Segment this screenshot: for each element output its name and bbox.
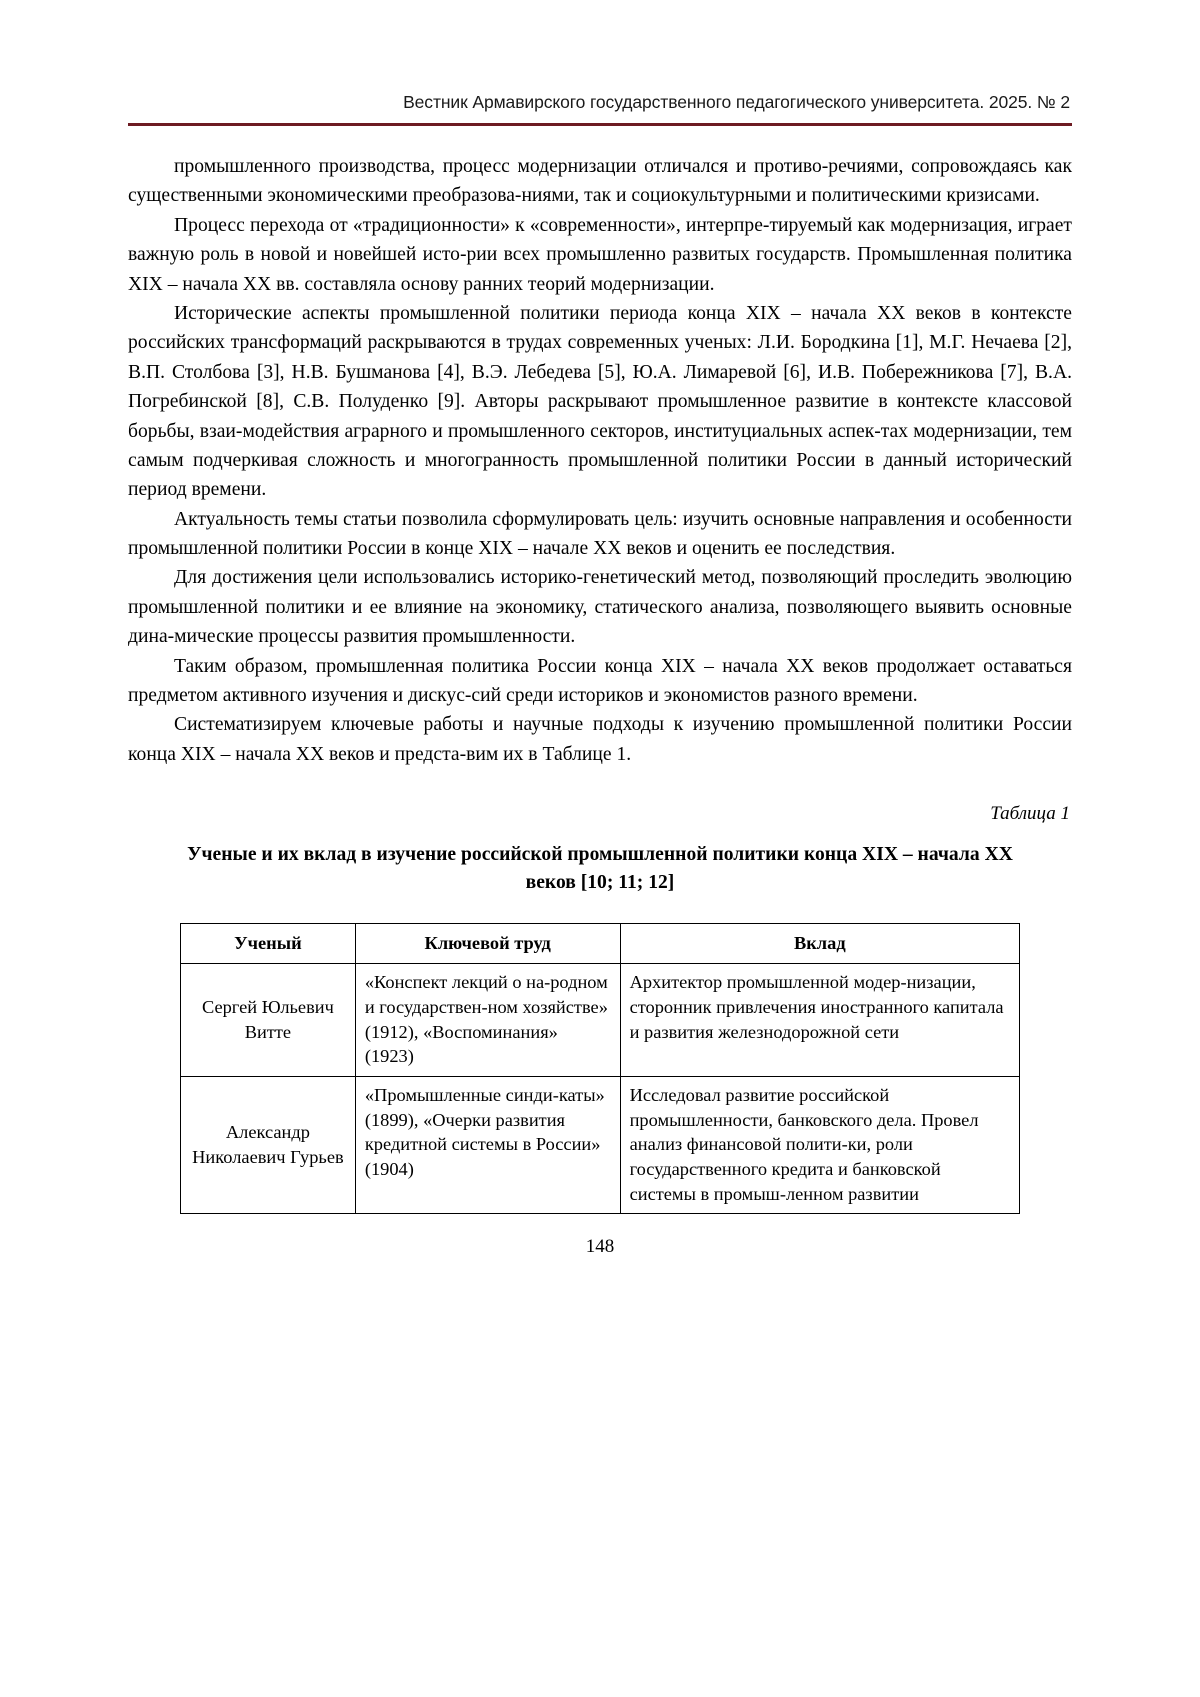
paragraph: Процесс перехода от «традиционности» к «современности», интерпре-тируемый как модернизация, играет важную роль в новой и новейшей исто-рии всех промышленно развитых государств. Промышленная политика XIX – начала XX вв. составляла основу ранних теорий модернизации. — [128, 214, 1072, 295]
cell-contribution: Архитектор промышленной модер-низации, сторонник привлечения иностранного капитала и развития железнодорожной сети — [620, 964, 1019, 1077]
column-header-scholar: Ученый — [181, 923, 356, 964]
paragraph: Актуальность темы статьи позволила сформулировать цель: изучить основные направления и особенности промышленной политики России в конце XIX – начале XX веков и оценить ее последствия. — [128, 508, 1072, 560]
running-head: Вестник Армавирского государственного педагогического университета. 2025. № 2 — [403, 92, 1070, 112]
table-row — [181, 964, 1020, 1077]
paragraph: Систематизируем ключевые работы и научные подходы к изучению промышленной политики России конца XIX – начала XX веков и предста-вим их в Таблице 1. — [128, 714, 1072, 765]
column-header-contribution: Вклад — [620, 923, 1019, 964]
article-body — [128, 152, 1072, 769]
cell-key-work: «Промышленные синди-каты» (1899), «Очерки развития кредитной системы в России» (1904) — [355, 1077, 620, 1214]
table-row — [181, 1077, 1020, 1214]
table-title: Ученые и их вклад в изучение российской промышленной политики конца XIX – начала XX веков [10; 11; 12] — [187, 844, 1013, 894]
paragraph: Таким образом, промышленная политика России конца XIX – начала XX веков продолжает оставаться предметом активного изучения и дискус-сий среди историков и экономистов разного времени. — [128, 655, 1072, 707]
header-rule — [128, 123, 1072, 126]
cell-scholar-name: Александр Николаевич Гурьев — [181, 1077, 356, 1214]
cell-contribution: Исследовал развитие российской промышленности, банковского дела. Провел анализ финансовой полити-ки, роли государственного кредита и банковской системы в промыш-ленном развитии — [620, 1077, 1019, 1214]
column-header-work: Ключевой труд — [355, 923, 620, 964]
paragraph: промышленного производства, процесс модернизации отличался и противо-речиями, сопровождаясь как существенными экономическими преобразова-ниями, так и социокультурными и политическими кризисами. — [128, 156, 1072, 207]
cell-key-work: «Конспект лекций о на-родном и государствен-ном хозяйстве» (1912), «Воспоминания» (1923) — [355, 964, 620, 1077]
scholars-contribution-table — [180, 923, 1020, 1215]
paragraph: Исторические аспекты промышленной политики периода конца XIX – начала XX веков в контексте российских трансформаций раскрываются в трудах современных ученых: Л.И. Бородкина [1], М.Г. Нечаева [2], В.П. Столбова [3], Н.В. Бушманова [4], В.Э. Лебедева [5], Ю.А. Лимаревой [6], И.В. Побережникова [7], В.А. Погребинской [8], С.В. Полуденко [9]. Авторы раскрывают промышленное развитие в контексте классовой борьбы, взаи-модействия аграрного и промышленного секторов, институциальных аспек-тах модернизации, тем самым подчеркивая сложность и многогранность промышленной политики России в данный исторический период времени. — [128, 302, 1072, 501]
paragraph: Для достижения цели использовались историко-генетический метод, позволяющий проследить эволюцию промышленной политики и ее влияние на экономику, статического анализа, позволяющего выявить основные дина-мические процессы развития промышленности. — [128, 567, 1072, 648]
cell-scholar-name: Сергей Юльевич Витте — [181, 964, 356, 1077]
table-header-row — [181, 923, 1020, 964]
page-number: 148 — [585, 1236, 615, 1258]
table-label: Таблица 1 — [990, 803, 1070, 825]
